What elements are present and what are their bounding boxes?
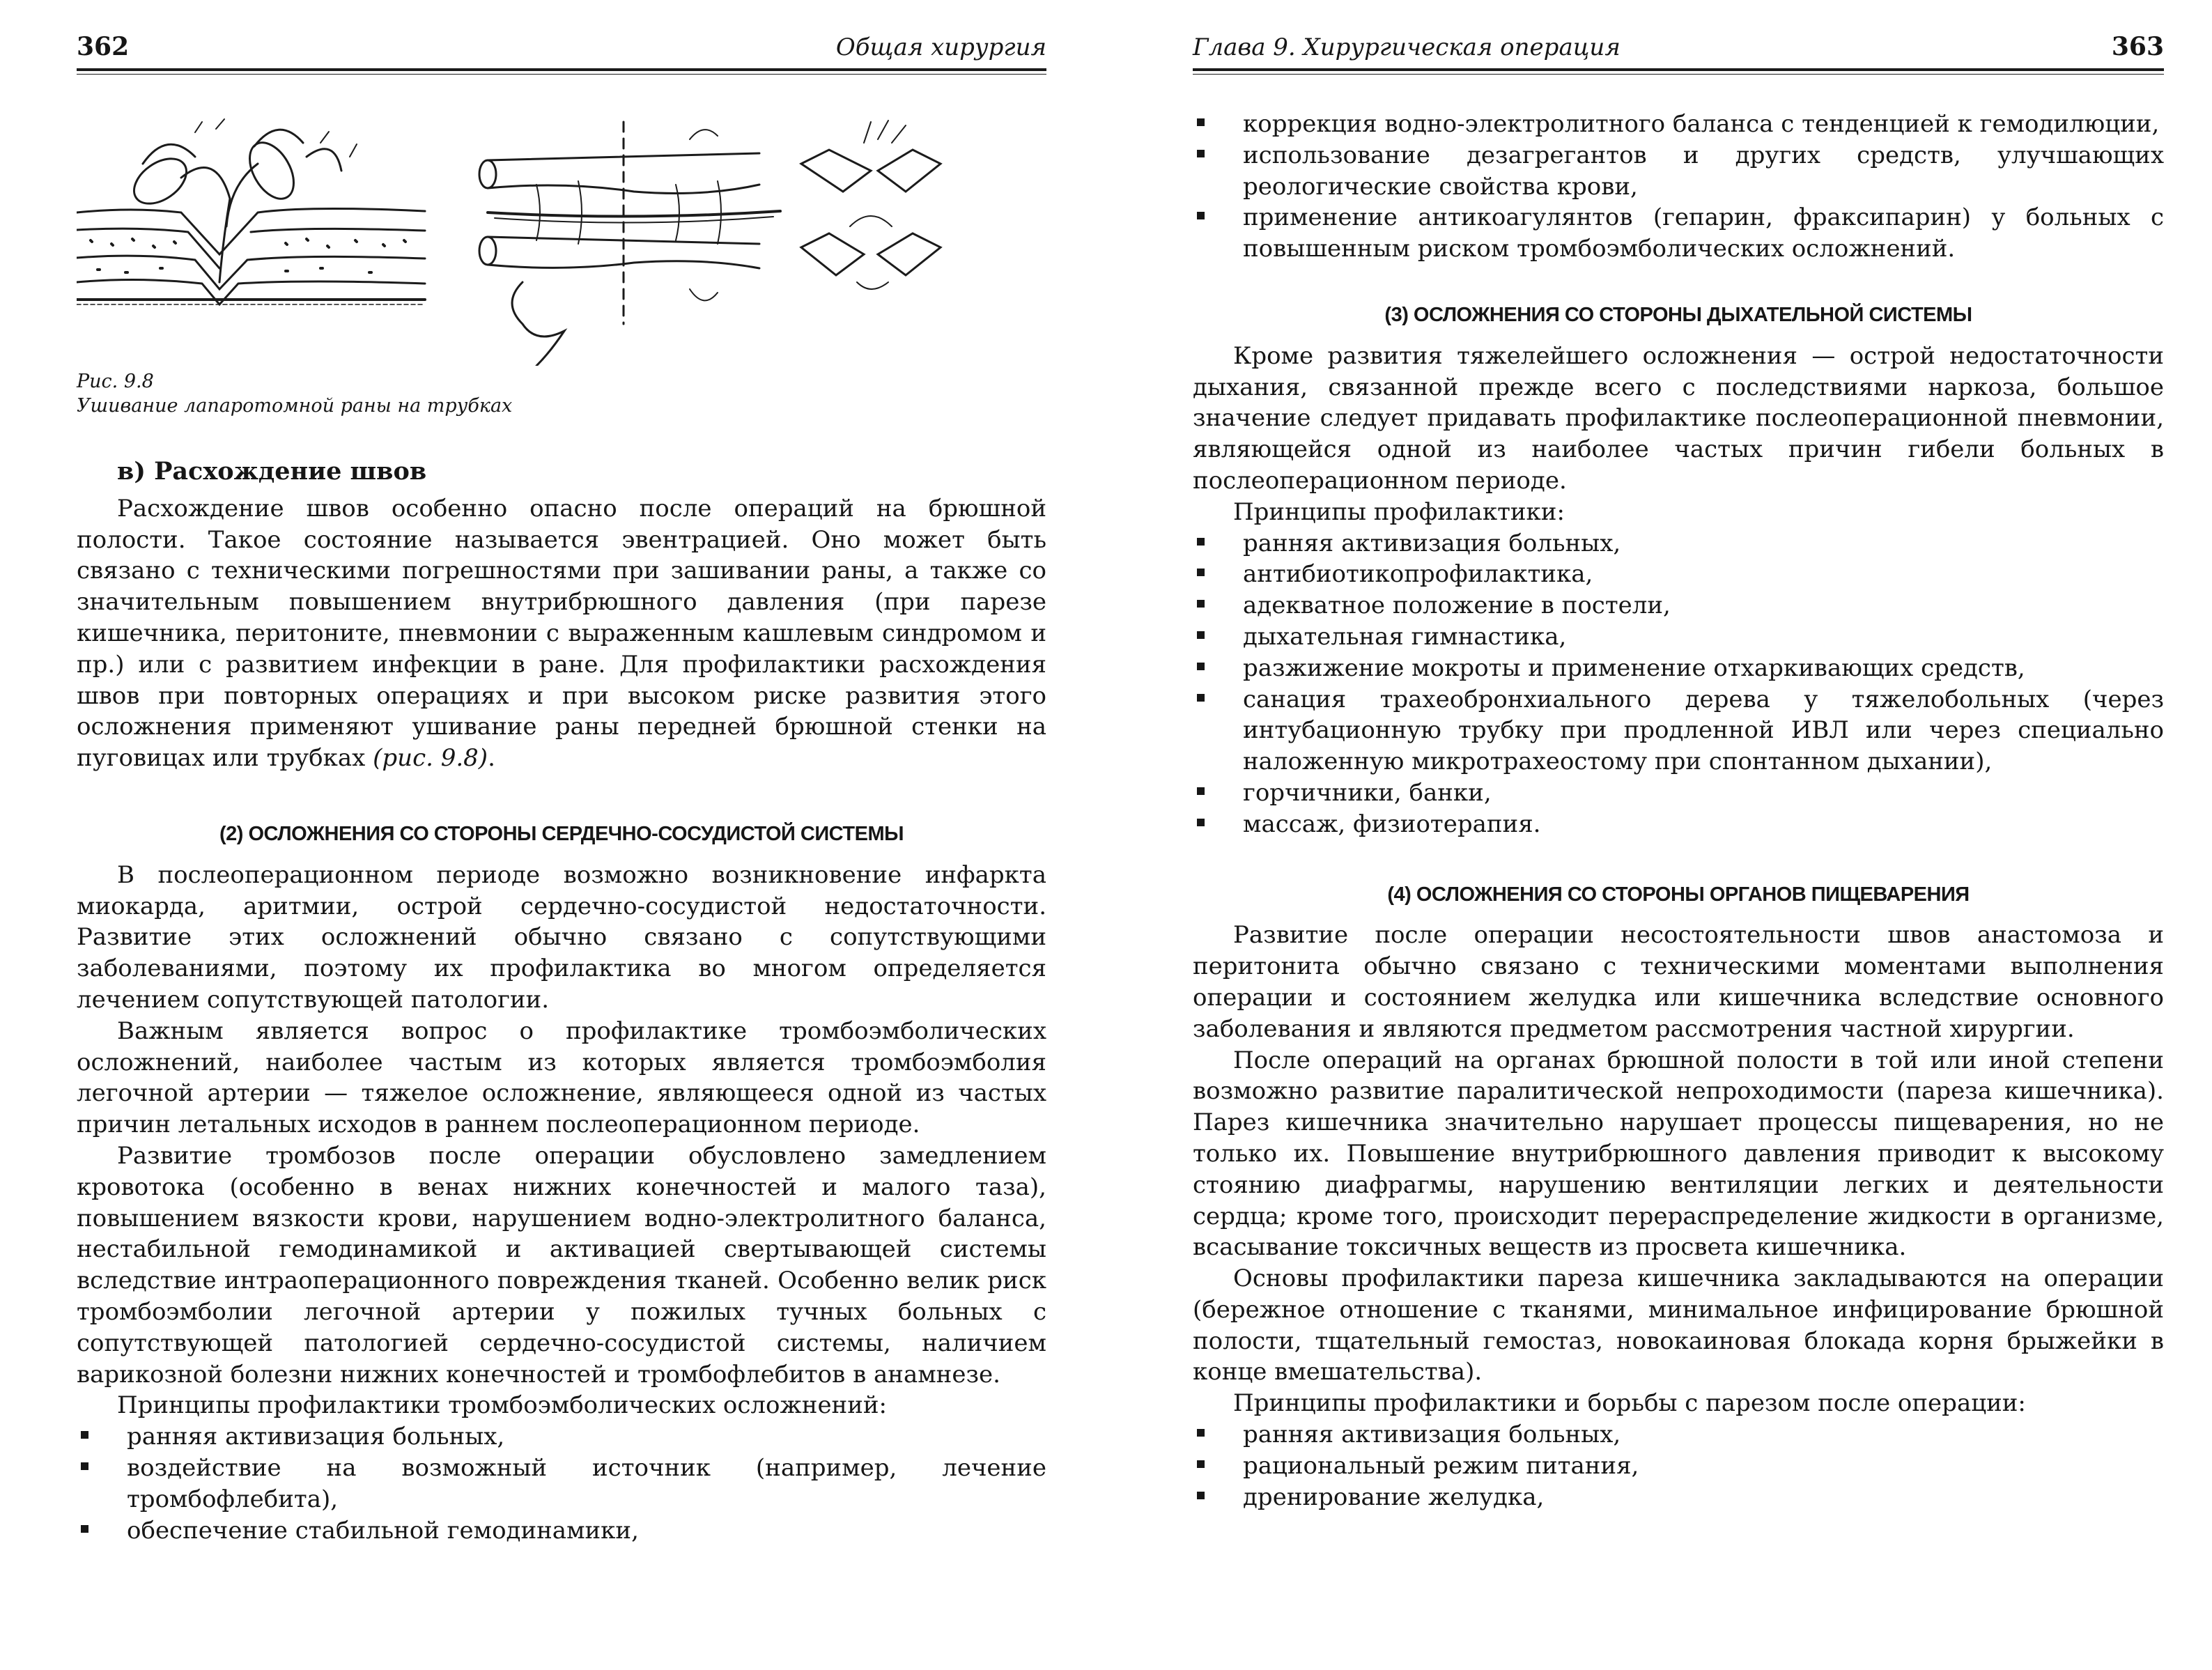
- list-item-text: антибиотикопрофилактика,: [1243, 560, 1593, 589]
- list-item: [1193, 778, 2164, 809]
- list-item: [1193, 528, 2164, 559]
- list-item: [1193, 653, 2164, 684]
- list-item-text: дренирование желудка,: [1243, 1483, 1545, 1511]
- bullet-list: [1193, 1419, 2164, 1513]
- list-item: [1193, 1419, 2164, 1451]
- list-item-text: горчичники, банки,: [1243, 778, 1492, 807]
- bullet-icon: [81, 1462, 88, 1470]
- right-page-header: [1193, 29, 2164, 71]
- paragraph: Основы профилактики пареза кишечника закладываются на операции (бережное отношение с тканями, минимальное инфицирование брюшной полости, тщательный гемостаз, новокаиновая блокада корня брыжейки в конце вмешательства).: [1193, 1265, 2164, 1386]
- paragraph-text: Расхождение швов особенно опасно после операций на брюшной полости. Такое состояние называется эвентрацией. Оно может быть связано с техническими погрешностями при зашивании раны, а также со значительным повышением внутрибрюшного давления (при парезе кишечника, перитоните, пневмонии с выраженным кашлевым синдромом и пр.) или с развитием инфекции в ране. Для профилактики расхождения швов при повторных операциях и при высоком риске развития этого осложнения применяют ушивание раны передней брюшной стенки на пуговицах или трубках: [77, 494, 1046, 773]
- section-heading-v: в) Расхождение швов: [117, 457, 427, 486]
- sentence-end: .: [488, 744, 495, 773]
- figure-caption-text: Ушивание лапаротомной раны на трубках: [77, 395, 513, 417]
- right-page-text: [1193, 109, 2164, 1513]
- bullet-icon: [1197, 150, 1205, 157]
- header-rule-thin: [1193, 74, 2164, 75]
- figure-reference: (рис. 9.8): [373, 744, 488, 773]
- bullet-icon: [1197, 118, 1205, 126]
- list-item: [77, 1515, 1046, 1547]
- list-item-text: воздействие на возможный источник (например, лечение тромбофлебита),: [127, 1453, 1046, 1513]
- bullet-icon: [1197, 1429, 1205, 1437]
- paragraph: Принципы профилактики тромбоэмболических осложнений:: [117, 1391, 887, 1420]
- suture-illustration: [77, 115, 1046, 366]
- list-item: [1193, 621, 2164, 653]
- header-rule: [77, 68, 1046, 71]
- list-item-text: ранняя активизация больных,: [127, 1423, 505, 1451]
- list-item-text: применение антикоагулянтов (гепарин, фраксипарин) у больных с повышенным риском тромбоэмболических осложнений.: [1243, 203, 2164, 263]
- list-item: [1193, 684, 2164, 778]
- bullet-list: [1193, 109, 2164, 265]
- page-number: 362: [77, 32, 130, 61]
- bullet-icon: [81, 1431, 88, 1439]
- page-number: 363: [2111, 32, 2164, 61]
- list-item-text: рациональный режим питания,: [1243, 1451, 1639, 1480]
- paragraph: Кроме развития тяжелейшего осложнения — острой недостаточности дыхания, связанной прежде всего с последствиями наркоза, большое значение следует придавать профилактике послеоперационной пневмонии, являющейся одной из наиболее частых причин гибели больных в послеоперационном периоде.: [1193, 341, 2164, 495]
- figure-9-8: [77, 115, 1046, 442]
- list-item: [1193, 1451, 2164, 1482]
- bullet-list: [77, 1421, 1046, 1546]
- header-rule: [1193, 68, 2164, 71]
- bullet-icon: [1197, 694, 1205, 702]
- bullet-icon: [1197, 787, 1205, 795]
- list-item-text: санация трахеобронхиального дерева у тяжелобольных (через интубационную трубку при продленной ИВЛ или через специально наложенную микротрахеостому при спонтанном дыхании),: [1243, 685, 2164, 776]
- list-item: [1193, 809, 2164, 840]
- bullet-icon: [1197, 538, 1205, 546]
- section-heading-4: (4) ОСЛОЖНЕНИЯ СО СТОРОНЫ ОРГАНОВ ПИЩЕВАРЕНИЯ: [1387, 883, 1970, 906]
- bullet-icon: [1197, 1460, 1205, 1468]
- list-item-text: разжижение мокроты и применение отхаркивающих средств,: [1243, 654, 2025, 682]
- list-item-text: массаж, физиотерапия.: [1243, 810, 1541, 838]
- list-item-text: коррекция водно-электролитного баланса с тенденцией к гемодилюции,: [1243, 110, 2160, 138]
- list-item-text: использование дезагрегантов и других средств, улучшающих реологические свойства крови,: [1243, 141, 2164, 201]
- wound-cross-section-drawing: [77, 119, 425, 304]
- tube-sutures-drawing: [479, 122, 780, 366]
- list-item-text: ранняя активизация больных,: [1243, 1421, 1621, 1449]
- paragraph: Развитие тромбозов после операции обусловлено замедлением кровотока (особенно в венах нижних конечностей и малого таза), повышением вязкости крови, нарушением водно-электролитного баланса, нестабильной гемодинамикой и активацией свертывающей системы вследствие интраоперационного повреждения тканей. Особенно велик риск тромбоэмболии легочной артерии у пожилых тучных больных с сопутствующей патологией сердечно-сосудистой системы, наличием варикозной болезни нижних конечностей и тромбофлебитов в анамнезе.: [77, 1141, 1046, 1389]
- bullet-icon: [1197, 212, 1205, 219]
- list-item: [1193, 559, 2164, 590]
- bullet-icon: [1197, 663, 1205, 670]
- list-item: [1193, 1482, 2164, 1513]
- list-item-text: дыхательная гимнастика,: [1243, 622, 1567, 651]
- running-title: Общая хирургия: [835, 33, 1046, 61]
- paragraph: После операций на органах брюшной полости в той или иной степени возможно развитие паралитической непроходимости (пареза кишечника). Парез кишечника значительно нарушает процессы пищеварения, но не только их. Повышение внутрибрюшного давления приводит к высокому стоянию диафрагмы, нарушению вентиляции легких и деятельности сердца; кроме того, происходит перераспределение жидкости в организме, всасывание токсичных веществ из просвета кишечника.: [1193, 1046, 2164, 1262]
- paragraph: Принципы профилактики и борьбы с парезом после операции:: [1233, 1389, 2026, 1418]
- right-page: [1106, 0, 2212, 1670]
- section-heading-2: (2) ОСЛОЖНЕНИЯ СО СТОРОНЫ СЕРДЕЧНО-СОСУДИСТОЙ СИСТЕМЫ: [219, 822, 904, 845]
- paragraph: Развитие после операции несостоятельности швов анастомоза и перитонита обычно связано с техническими моментами выполнения операции и состоянием желудка или кишечника вследствие основного заболевания и являются предметом рассмотрения частной хирургии.: [1193, 921, 2164, 1043]
- list-item: [77, 1453, 1046, 1515]
- list-item: [1193, 109, 2164, 140]
- bullet-list: [1193, 528, 2164, 840]
- list-item-text: адекватное положение в постели,: [1243, 592, 1671, 620]
- figure-caption: [77, 369, 512, 418]
- left-page-header: [77, 29, 1046, 71]
- paragraph: [77, 493, 1046, 774]
- list-item: [1193, 202, 2164, 265]
- header-rule-thin: [77, 74, 1046, 75]
- paragraph: Принципы профилактики:: [1233, 497, 1565, 526]
- bullet-icon: [1197, 1492, 1205, 1499]
- paragraph: Важным является вопрос о профилактике тромбоэмболических осложнений, наиболее частым из которых является тромбоэмболия легочной артерии — тяжелое осложнение, являющееся одной из частых причин летальных исходов в раннем послеоперационном периоде.: [77, 1016, 1046, 1139]
- list-item-text: обеспечение стабильной гемодинамики,: [127, 1516, 639, 1545]
- paragraph: В послеоперационном периоде возможно возникновение инфаркта миокарда, аритмии, острой сердечно-сосудистой недостаточности. Развитие этих осложнений обычно связано с сопутствующими заболеваниями, поэтому их профилактика во многом определяется лечением сопутствующей патологии.: [77, 860, 1046, 1014]
- left-page-text: [77, 456, 1046, 1546]
- list-item: [77, 1421, 1046, 1453]
- bullet-icon: [1197, 819, 1205, 826]
- bullet-icon: [1197, 600, 1205, 608]
- list-item: [1193, 590, 2164, 621]
- bullet-icon: [1197, 631, 1205, 639]
- tied-tubes-drawing: [801, 121, 941, 289]
- bullet-icon: [81, 1525, 88, 1533]
- bullet-icon: [1197, 569, 1205, 576]
- list-item: [1193, 140, 2164, 203]
- running-title: Глава 9. Хирургическая операция: [1193, 33, 1621, 61]
- list-item-text: ранняя активизация больных,: [1243, 529, 1621, 557]
- section-heading-3: (3) ОСЛОЖНЕНИЯ СО СТОРОНЫ ДЫХАТЕЛЬНОЙ СИСТЕМЫ: [1384, 303, 1972, 326]
- figure-label: Рис. 9.8: [77, 371, 154, 392]
